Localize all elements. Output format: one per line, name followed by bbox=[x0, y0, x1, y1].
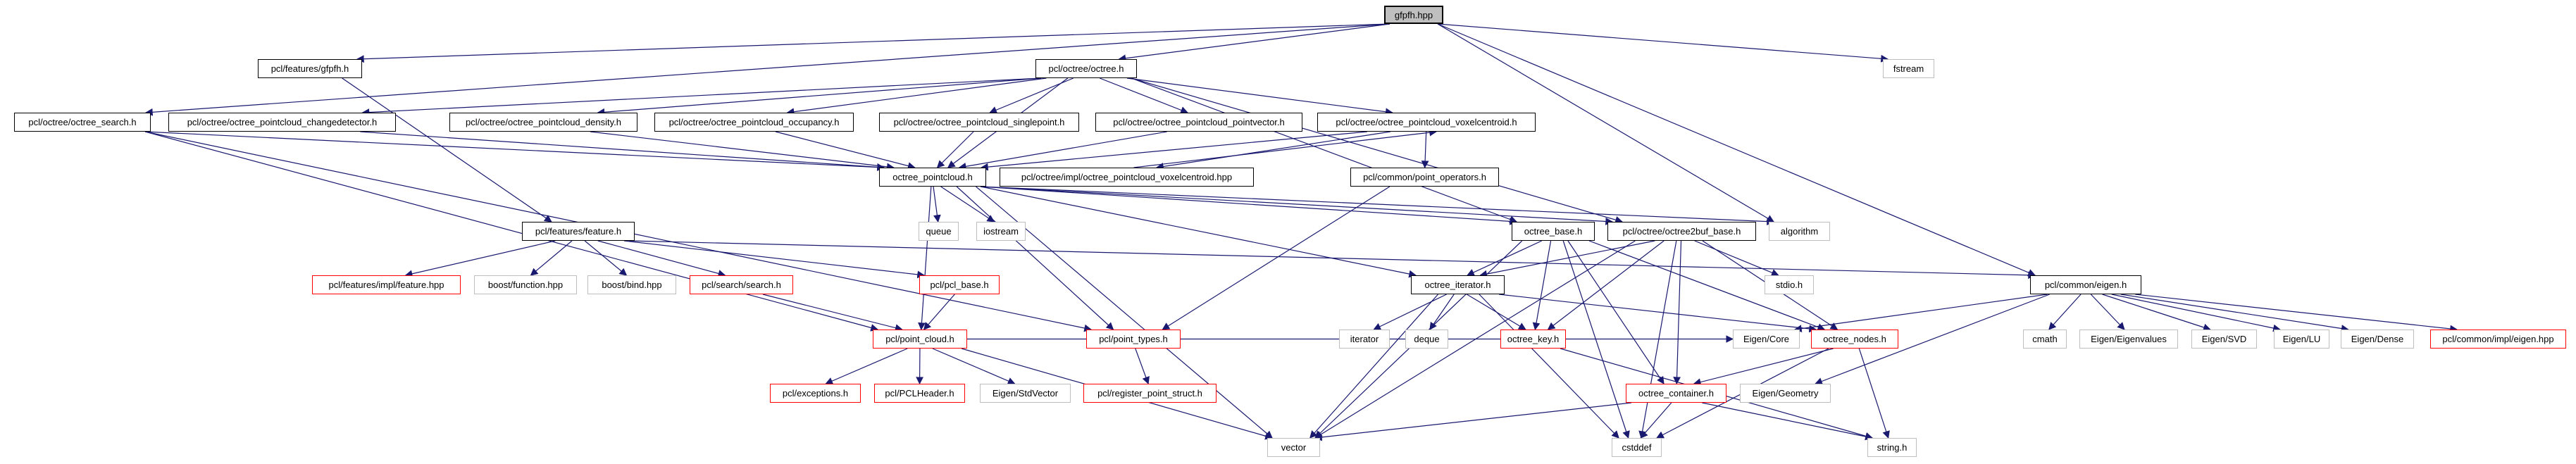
edge-octree-pointcloud-h--iostream bbox=[941, 187, 995, 222]
node-voxelcentroid-h[interactable]: pcl/octree/octree_pointcloud_voxelcentroid.h bbox=[1317, 113, 1536, 132]
node-exceptions-h[interactable]: pcl/exceptions.h bbox=[770, 384, 861, 403]
edge-point-cloud-h--eigen-stdvector bbox=[933, 349, 1015, 384]
node-octree-iterator-h[interactable]: octree_iterator.h bbox=[1411, 275, 1505, 294]
edge-feature-h--search-h bbox=[598, 241, 726, 275]
node-boost-bind-hpp[interactable]: boost/bind.hpp bbox=[587, 275, 676, 294]
edge-feature-h--impl-feature-hpp bbox=[406, 241, 556, 275]
edge-octree-pointcloud-h--point-cloud-h bbox=[921, 187, 931, 330]
node-point-types-h[interactable]: pcl/point_types.h bbox=[1086, 330, 1181, 349]
node-eigen-stdvector[interactable]: Eigen/StdVector bbox=[980, 384, 1071, 403]
edge-gfpfh-hpp--octree-h bbox=[1119, 24, 1390, 59]
node-queue[interactable]: queue bbox=[919, 222, 959, 241]
edge-octree2buf-base-h--octree-iterator-h bbox=[1480, 241, 1655, 275]
node-algorithm[interactable]: algorithm bbox=[1769, 222, 1830, 241]
edge-octree-pointcloud-h--algorithm bbox=[981, 187, 1774, 222]
edge-density-h--octree-pointcloud-h bbox=[590, 132, 894, 168]
edge-octree-h--pointvector-h bbox=[1100, 78, 1188, 113]
node-point-cloud-h[interactable]: pcl/point_cloud.h bbox=[873, 330, 967, 349]
node-cstddef[interactable]: cstddef bbox=[1612, 438, 1662, 457]
node-eigen-lu[interactable]: Eigen/LU bbox=[2274, 330, 2329, 349]
node-search-h[interactable]: pcl/search/search.h bbox=[690, 275, 793, 294]
edge-octree2buf-base-h--stdio-h bbox=[1695, 241, 1779, 275]
node-eigen-dense[interactable]: Eigen/Dense bbox=[2341, 330, 2414, 349]
node-fstream[interactable]: fstream bbox=[1883, 59, 1934, 78]
node-stdio-h[interactable]: stdio.h bbox=[1765, 275, 1814, 294]
node-eigen-core[interactable]: Eigen/Core bbox=[1733, 330, 1800, 349]
edge-pcl-base-h--point-cloud-h bbox=[924, 294, 955, 330]
edge-voxelcentroid-h--impl-voxelcentroid-hpp bbox=[1157, 132, 1390, 168]
edge-voxelcentroid-h--octree-pointcloud-h bbox=[981, 132, 1367, 168]
node-octree-container-h[interactable]: octree_container.h bbox=[1626, 384, 1726, 403]
edge-search-h--point-cloud-h bbox=[763, 294, 902, 330]
edge-point-operators-h--point-types-h bbox=[1162, 187, 1390, 330]
edge-octree-container-h--string-h bbox=[1702, 403, 1872, 438]
edge-octree-iterator-h--vector bbox=[1310, 294, 1438, 438]
node-cmath[interactable]: cmath bbox=[2023, 330, 2067, 349]
edge-point-types-h--register-point-struct-h bbox=[1135, 349, 1148, 384]
edge-octree-h--voxelcentroid-h bbox=[1127, 78, 1393, 113]
edge-common-eigen-h--eigen-lu bbox=[2112, 294, 2280, 330]
edge-gfpfh-hpp--features-gfpfh-h bbox=[357, 24, 1390, 59]
edge-octree-base-h--octree-key-h bbox=[1535, 241, 1550, 330]
node-pclheader-h[interactable]: pcl/PCLHeader.h bbox=[874, 384, 965, 403]
edge-gfpfh-hpp--fstream bbox=[1438, 24, 1888, 59]
node-changedetector-h[interactable]: pcl/octree/octree_pointcloud_changedetector.h bbox=[168, 113, 396, 132]
edge-octree-h--density-h bbox=[598, 78, 1041, 113]
node-eigen-eigenvalues[interactable]: Eigen/Eigenvalues bbox=[2079, 330, 2178, 349]
edge-octree-pointcloud-h--octree2buf-base-h bbox=[981, 187, 1612, 222]
edge-common-eigen-h--eigen-dense bbox=[2121, 294, 2348, 330]
edge-feature-h--boost-function-hpp bbox=[531, 241, 573, 275]
node-register-point-struct-h[interactable]: pcl/register_point_struct.h bbox=[1083, 384, 1217, 403]
edge-octree-h--octree2buf-base-h bbox=[1131, 78, 1622, 222]
node-impl-voxelcentroid-hpp[interactable]: pcl/octree/impl/octree_pointcloud_voxelcentroid.hpp bbox=[1000, 168, 1254, 187]
node-gfpfh-hpp[interactable]: gfpfh.hpp bbox=[1384, 6, 1443, 24]
node-density-h[interactable]: pcl/octree/octree_pointcloud_density.h bbox=[449, 113, 637, 132]
node-iostream[interactable]: iostream bbox=[976, 222, 1026, 241]
edge-voxelcentroid-h--point-operators-h bbox=[1425, 132, 1426, 168]
node-string-h[interactable]: string.h bbox=[1867, 438, 1917, 457]
node-octree2buf-base-h[interactable]: pcl/octree/octree2buf_base.h bbox=[1607, 222, 1756, 241]
node-impl-eigen-hpp[interactable]: pcl/common/impl/eigen.hpp bbox=[2430, 330, 2566, 349]
edge-octree-search-h--point-cloud-h bbox=[145, 132, 878, 330]
node-vector[interactable]: vector bbox=[1267, 438, 1320, 457]
node-feature-h[interactable]: pcl/features/feature.h bbox=[522, 222, 635, 241]
edge-common-eigen-h--cmath bbox=[2049, 294, 2081, 330]
edge-octree-nodes-h--octree-container-h bbox=[1694, 349, 1834, 384]
node-impl-feature-hpp[interactable]: pcl/features/impl/feature.hpp bbox=[312, 275, 461, 294]
edge-octree-iterator-h--octree-nodes-h bbox=[1499, 294, 1816, 330]
node-point-operators-h[interactable]: pcl/common/point_operators.h bbox=[1350, 168, 1499, 187]
node-singlepoint-h[interactable]: pcl/octree/octree_pointcloud_singlepoint.h bbox=[879, 113, 1079, 132]
edge-octree-iterator-h--iterator bbox=[1374, 294, 1446, 330]
node-octree-search-h[interactable]: pcl/octree/octree_search.h bbox=[14, 113, 151, 132]
node-eigen-geometry[interactable]: Eigen/Geometry bbox=[1740, 384, 1831, 403]
edge-octree-iterator-h--cstddef bbox=[1479, 294, 1619, 438]
edge-octree-base-h--octree-container-h bbox=[1568, 241, 1664, 384]
edge-feature-h--common-eigen-h bbox=[629, 241, 2035, 275]
edge-pointvector-h--octree-pointcloud-h bbox=[959, 132, 1167, 168]
edge-impl-voxelcentroid-hpp--voxelcentroid-h bbox=[1134, 132, 1437, 168]
edge-octree-pointcloud-h--octree-iterator-h bbox=[981, 187, 1416, 275]
edge-octree-h--occupancy-h bbox=[788, 78, 1047, 113]
node-pointvector-h[interactable]: pcl/octree/octree_pointcloud_pointvector.h bbox=[1095, 113, 1302, 132]
edge-feature-h--pcl-base-h bbox=[624, 241, 924, 275]
node-features-gfpfh-h[interactable]: pcl/features/gfpfh.h bbox=[258, 59, 362, 78]
edge-octree2buf-base-h--octree-container-h bbox=[1676, 241, 1681, 384]
edge-octree-pointcloud-h--queue bbox=[933, 187, 938, 222]
node-deque[interactable]: deque bbox=[1405, 330, 1448, 349]
edge-octree-pointcloud-h--point-types-h bbox=[957, 187, 1113, 330]
edge-octree-search-h--octree-pointcloud-h bbox=[145, 132, 884, 168]
node-octree-pointcloud-h[interactable]: octree_pointcloud.h bbox=[879, 168, 986, 187]
edge-feature-h--boost-bind-hpp bbox=[585, 241, 626, 275]
edge-point-cloud-h--exceptions-h bbox=[826, 349, 907, 384]
node-boost-function-hpp[interactable]: boost/function.hpp bbox=[474, 275, 577, 294]
node-common-eigen-h[interactable]: pcl/common/eigen.h bbox=[2030, 275, 2141, 294]
node-octree-key-h[interactable]: octree_key.h bbox=[1500, 330, 1566, 349]
node-octree-base-h[interactable]: octree_base.h bbox=[1512, 222, 1595, 241]
edge-octree-nodes-h--string-h bbox=[1859, 349, 1888, 438]
node-iterator[interactable]: iterator bbox=[1339, 330, 1390, 349]
edge-octree-container-h--vector bbox=[1315, 403, 1631, 438]
edge-octree2buf-base-h--octree-key-h bbox=[1548, 241, 1665, 330]
node-occupancy-h[interactable]: pcl/octree/octree_pointcloud_occupancy.h bbox=[654, 113, 854, 132]
node-pcl-base-h[interactable]: pcl/pcl_base.h bbox=[919, 275, 1000, 294]
edge-common-eigen-h--impl-eigen-hpp bbox=[2135, 294, 2457, 330]
node-octree-h[interactable]: pcl/octree/octree.h bbox=[1035, 59, 1137, 78]
node-eigen-svd[interactable]: Eigen/SVD bbox=[2191, 330, 2257, 349]
edge-octree-h--changedetector-h bbox=[363, 78, 1041, 113]
edge-common-eigen-h--eigen-core bbox=[1795, 294, 2048, 330]
node-octree-nodes-h[interactable]: octree_nodes.h bbox=[1811, 330, 1898, 349]
edge-changedetector-h--octree-pointcloud-h bbox=[360, 132, 884, 168]
